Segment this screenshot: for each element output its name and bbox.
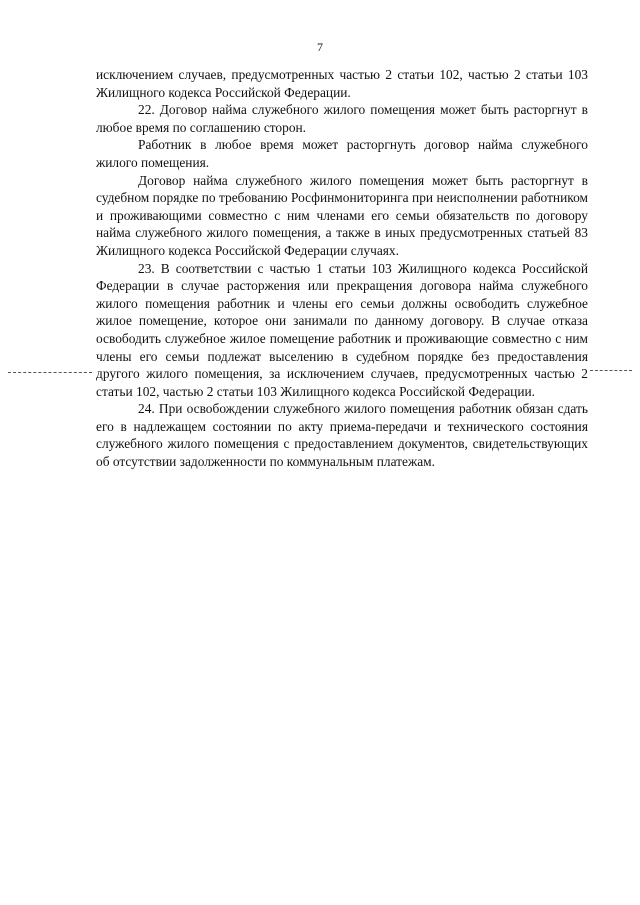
paragraph: исключением случаев, предусмотренных частью 2 статьи 102, частью 2 статьи 103 Жилищного кодекса Российской Федерации.: [96, 67, 588, 100]
scan-mark-left: [8, 372, 92, 373]
paragraph: 24. При освобождении служебного жилого помещения работник обязан сдать его в надлежащем состоянии по акту приема-передачи и технического состояния служебного жилого помещения с предоставлением документов, свидетельствующих об отсутствии задолженности по коммунальным платежам.: [96, 401, 588, 470]
scan-mark-right: [590, 370, 632, 371]
paragraph: 23. В соответствии с частью 1 статьи 103 Жилищного кодекса Российской Федерации в случае расторжения или прекращения договора найма служебного жилого помещения работник и члены его семьи должны освободить служебное жилое помещение, которое они занимали по данному договору. В случае отказа освободить служебное жилое помещение работник и проживающие совместно с ним члены его семьи подлежат выселению в судебном порядке без предоставления другого жилого помещения, за исключением случаев, предусмотренных частью 2 статьи 102, частью 2 статьи 103 Жилищного кодекса Российской Федерации.: [96, 260, 588, 399]
paragraph: Работник в любое время может расторгнуть договор найма служебного жилого помещения.: [96, 137, 588, 170]
page-number: 7: [317, 40, 323, 54]
paragraph: 22. Договор найма служебного жилого помещения может быть расторгнут в любое время по соглашению сторон.: [96, 102, 588, 135]
paragraph: Договор найма служебного жилого помещения может быть расторгнут в судебном порядке по требованию Росфинмониторинга при неисполнении работником и проживающими совместно с ним членами его семьи обязательств по договору найма служебного жилого помещения, а также в иных предусмотренных статьей 83 Жилищного кодекса Российской Федерации случаях.: [96, 172, 588, 258]
document-body: [96, 66, 588, 471]
